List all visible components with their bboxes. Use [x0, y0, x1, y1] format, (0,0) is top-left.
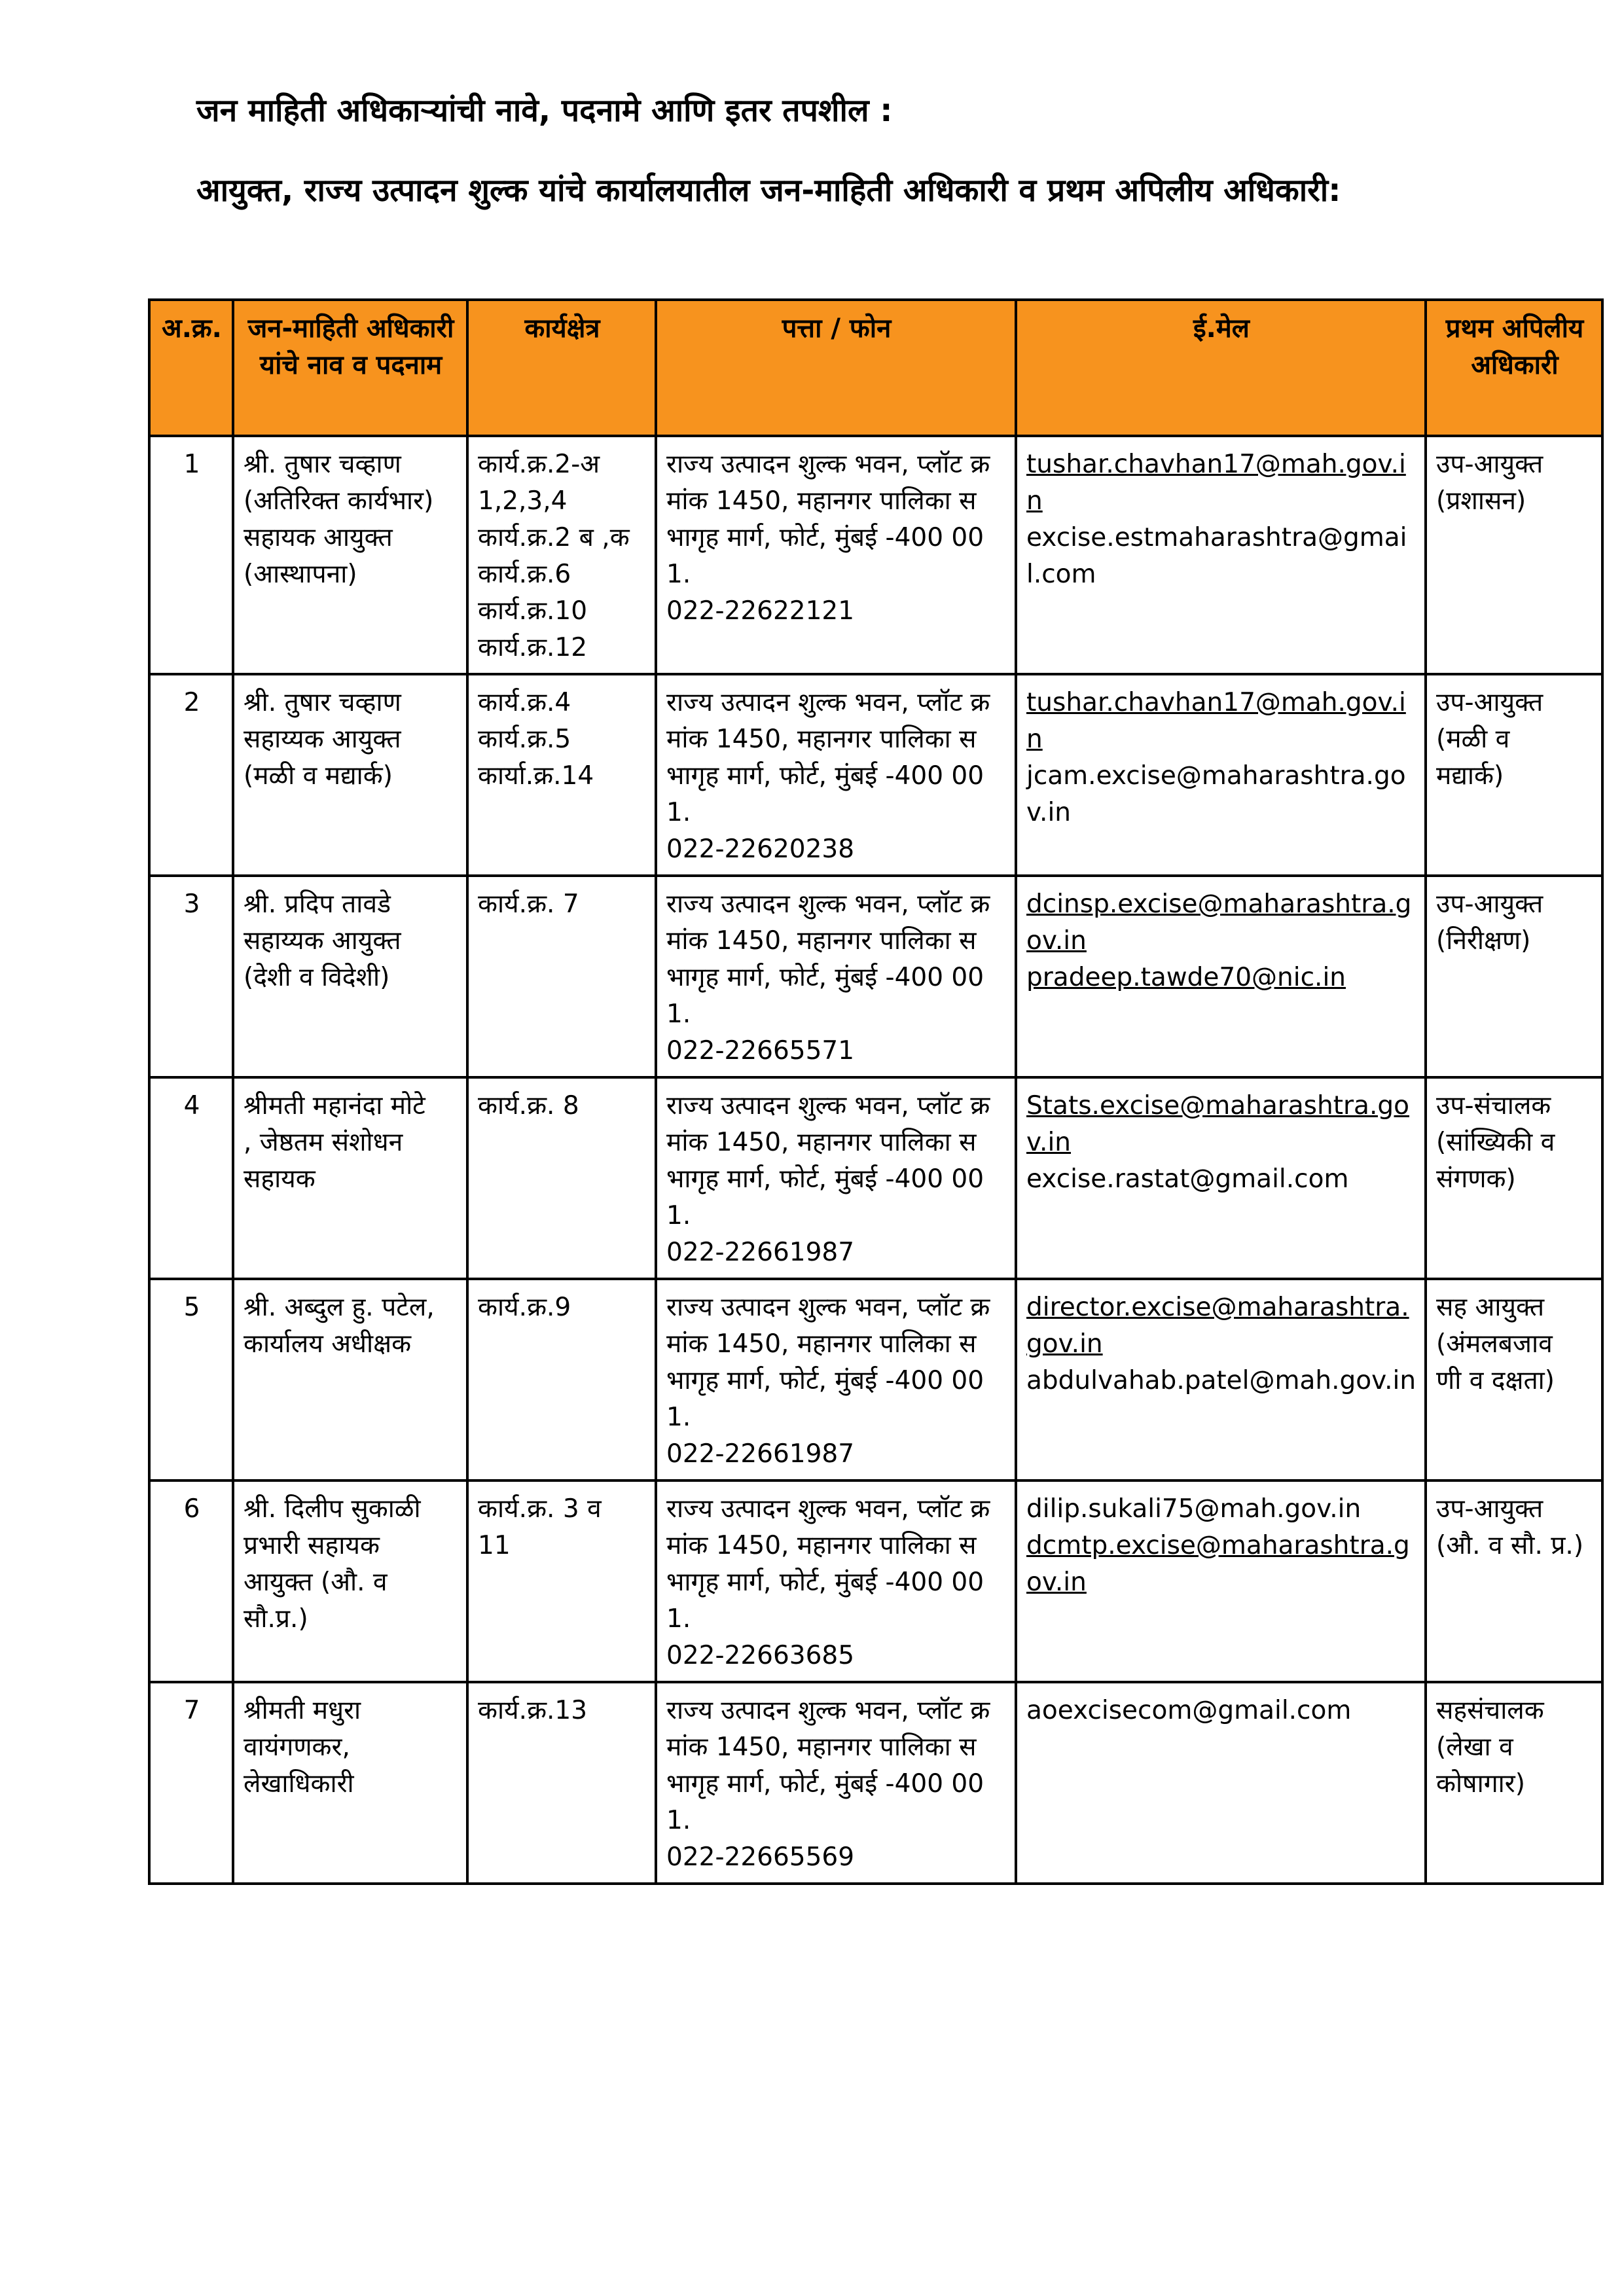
appellate-line: (लेखा व	[1436, 1732, 1513, 1762]
sr-number: 6	[183, 1494, 200, 1524]
sr-number: 1	[183, 450, 200, 479]
email-cell	[1016, 1077, 1426, 1279]
sr-cell	[149, 1077, 233, 1279]
jurisdiction-line: कार्या.क्र.14	[478, 761, 594, 791]
appellate-cell	[1426, 1279, 1602, 1480]
sr-number: 2	[183, 688, 200, 717]
jurisdiction-line: 11	[478, 1531, 511, 1560]
header-officer: जन-माहिती अधिकारी यांचे नाव व पदनाम	[233, 300, 467, 436]
email-cell	[1016, 1480, 1426, 1682]
sr-cell	[149, 876, 233, 1077]
sr-number: 3	[183, 889, 200, 919]
header-appellate: प्रथम अपिलीय अधिकारी	[1426, 300, 1602, 436]
address-cell	[656, 674, 1016, 876]
address-cell	[656, 1279, 1016, 1480]
address-text: राज्य उत्पादन शुल्क भवन, प्लॉट क्रमांक 1450, महानगर पालिका सभागृह मार्ग, फोर्ट, मुंबई -400 001.	[666, 688, 990, 827]
jurisdiction-line: कार्य.क्र.12	[478, 633, 588, 662]
jurisdiction-cell	[467, 436, 656, 674]
address-cell	[656, 1682, 1016, 1884]
officer-line: (आस्थापना)	[244, 560, 357, 589]
appellate-line: उप-आयुक्त	[1436, 688, 1543, 717]
jurisdiction-line: कार्य.क्र.10	[478, 596, 588, 626]
officer-line: श्री. तुषार चव्हाण	[244, 450, 401, 479]
table-row	[149, 436, 1602, 674]
email-address: abdulvahab.patel@mah.gov.in	[1026, 1366, 1416, 1395]
phone-number: 022-22665569	[666, 1842, 855, 1872]
officer-cell	[233, 1480, 467, 1682]
jurisdiction-cell	[467, 1682, 656, 1884]
officer-line: श्री. प्रदिप तावडे	[244, 889, 391, 919]
officer-line: वायंगणकर,	[244, 1732, 350, 1762]
officer-line: कार्यालय अधीक्षक	[244, 1329, 412, 1359]
email-address: Stats.excise@maharashtra.gov.in	[1026, 1091, 1409, 1157]
officer-cell	[233, 674, 467, 876]
officer-line: (मळी व मद्यार्क)	[244, 761, 393, 791]
email-cell	[1016, 436, 1426, 674]
sr-cell	[149, 1480, 233, 1682]
jurisdiction-line: कार्य.क्र.6	[478, 560, 571, 589]
appellate-cell	[1426, 1682, 1602, 1884]
address-cell	[656, 1480, 1016, 1682]
officer-line: श्रीमती मधुरा	[244, 1696, 361, 1725]
address-text: राज्य उत्पादन शुल्क भवन, प्लॉट क्रमांक 1450, महानगर पालिका सभागृह मार्ग, फोर्ट, मुंबई -400 001.	[666, 1494, 990, 1634]
table-row	[149, 1077, 1602, 1279]
jurisdiction-cell	[467, 674, 656, 876]
header-sr: अ.क्र.	[149, 300, 233, 436]
phone-number: 022-22622121	[666, 596, 855, 626]
table-body	[149, 436, 1602, 1884]
officer-line: (देशी व विदेशी)	[244, 963, 390, 992]
phone-number: 022-22663685	[666, 1641, 855, 1670]
jurisdiction-line: 1,2,3,4	[478, 486, 568, 516]
appellate-line: (मळी व	[1436, 725, 1510, 754]
appellate-line: उप-संचालक	[1436, 1091, 1551, 1121]
address-text: राज्य उत्पादन शुल्क भवन, प्लॉट क्रमांक 1450, महानगर पालिका सभागृह मार्ग, फोर्ट, मुंबई -400 001.	[666, 450, 990, 589]
table-row	[149, 1682, 1602, 1884]
page-heading: जन माहिती अधिकाऱ्यांची नावे, पदनामे आणि इतर तपशील :	[196, 92, 893, 129]
phone-number: 022-22620238	[666, 834, 855, 864]
appellate-line: (प्रशासन)	[1436, 486, 1526, 516]
email-address: pradeep.tawde70@nic.in	[1026, 963, 1346, 992]
header-email: ई.मेल	[1016, 300, 1426, 436]
appellate-line: कोषागार)	[1436, 1769, 1525, 1799]
officer-line: प्रभारी सहायक	[244, 1531, 380, 1560]
jurisdiction-line: कार्य.क्र.5	[478, 725, 571, 754]
email-address: tushar.chavhan17@mah.gov.in	[1026, 688, 1406, 754]
appellate-line: सह आयुक्त	[1436, 1293, 1545, 1322]
jurisdiction-line: कार्य.क्र.4	[478, 688, 571, 717]
officers-table	[148, 298, 1604, 1885]
officer-line: श्री. अब्दुल हु. पटेल,	[244, 1293, 435, 1322]
sr-cell	[149, 1279, 233, 1480]
officer-cell	[233, 1279, 467, 1480]
officer-line: आयुक्त (औ. व	[244, 1568, 388, 1597]
jurisdiction-cell	[467, 1480, 656, 1682]
jurisdiction-line: कार्य.क्र.13	[478, 1696, 588, 1725]
officer-line: श्रीमती महानंदा मोटे	[244, 1091, 425, 1121]
sr-number: 4	[183, 1091, 200, 1121]
phone-number: 022-22661987	[666, 1439, 855, 1469]
officer-line: लेखाधिकारी	[244, 1769, 354, 1799]
email-address: director.excise@maharashtra.gov.in	[1026, 1293, 1409, 1359]
jurisdiction-line: कार्य.क्र. 3 व	[478, 1494, 602, 1524]
table-header-row	[149, 300, 1602, 436]
appellate-line: उप-आयुक्त	[1436, 889, 1543, 919]
appellate-line: (औ. व सौ. प्र.)	[1436, 1531, 1584, 1560]
appellate-line: मद्यार्क)	[1436, 761, 1504, 791]
appellate-cell	[1426, 674, 1602, 876]
address-text: राज्य उत्पादन शुल्क भवन, प्लॉट क्रमांक 1450, महानगर पालिका सभागृह मार्ग, फोर्ट, मुंबई -400 001.	[666, 889, 990, 1029]
header-jurisdiction: कार्यक्षेत्र	[467, 300, 656, 436]
email-address: excise.rastat@gmail.com	[1026, 1164, 1349, 1194]
email-address: dilip.sukali75@mah.gov.in	[1026, 1494, 1362, 1524]
officer-line: श्री. दिलीप सुकाळी	[244, 1494, 421, 1524]
jurisdiction-line: कार्य.क्र. 8	[478, 1091, 579, 1121]
jurisdiction-cell	[467, 876, 656, 1077]
appellate-cell	[1426, 1480, 1602, 1682]
jurisdiction-line: कार्य.क्र.2-अ	[478, 450, 600, 479]
appellate-cell	[1426, 876, 1602, 1077]
appellate-line: उप-आयुक्त	[1436, 450, 1543, 479]
appellate-line: (निरीक्षण)	[1436, 926, 1531, 956]
appellate-line: संगणक)	[1436, 1164, 1516, 1194]
email-address: excise.estmaharashtra@gmail.com	[1026, 523, 1407, 589]
address-cell	[656, 436, 1016, 674]
email-cell	[1016, 876, 1426, 1077]
address-text: राज्य उत्पादन शुल्क भवन, प्लॉट क्रमांक 1450, महानगर पालिका सभागृह मार्ग, फोर्ट, मुंबई -400 001.	[666, 1091, 990, 1230]
appellate-line: उप-आयुक्त	[1436, 1494, 1543, 1524]
officer-line: श्री. तुषार चव्हाण	[244, 688, 401, 717]
jurisdiction-line: कार्य.क्र. 7	[478, 889, 579, 919]
sr-cell	[149, 1682, 233, 1884]
appellate-cell	[1426, 1077, 1602, 1279]
email-address: tushar.chavhan17@mah.gov.in	[1026, 450, 1406, 516]
officer-line: (अतिरिक्त कार्यभार)	[244, 486, 434, 516]
table-row	[149, 1480, 1602, 1682]
email-address: dcmtp.excise@maharashtra.gov.in	[1026, 1531, 1410, 1597]
officer-line: सौ.प्र.)	[244, 1604, 308, 1634]
table-row	[149, 674, 1602, 876]
appellate-line: णी व दक्षता)	[1436, 1366, 1555, 1395]
page-subheading: आयुक्त, राज्य उत्पादन शुल्क यांचे कार्यालयातील जन-माहिती अधिकारी व प्रथम अपिलीय अधिकारी:	[196, 172, 1341, 209]
address-cell	[656, 876, 1016, 1077]
sr-cell	[149, 436, 233, 674]
address-text: राज्य उत्पादन शुल्क भवन, प्लॉट क्रमांक 1450, महानगर पालिका सभागृह मार्ग, फोर्ट, मुंबई -400 001.	[666, 1696, 990, 1835]
appellate-cell	[1426, 436, 1602, 674]
email-address: dcinsp.excise@maharashtra.gov.in	[1026, 889, 1412, 956]
officer-cell	[233, 876, 467, 1077]
table-row	[149, 1279, 1602, 1480]
officer-line: सहाय्यक आयुक्त	[244, 926, 401, 956]
email-cell	[1016, 674, 1426, 876]
address-text: राज्य उत्पादन शुल्क भवन, प्लॉट क्रमांक 1450, महानगर पालिका सभागृह मार्ग, फोर्ट, मुंबई -400 001.	[666, 1293, 990, 1432]
phone-number: 022-22661987	[666, 1238, 855, 1267]
sr-number: 5	[183, 1293, 200, 1322]
table-row	[149, 876, 1602, 1077]
appellate-line: (सांख्यिकी व	[1436, 1128, 1555, 1157]
header-address: पत्ता / फोन	[656, 300, 1016, 436]
sr-number: 7	[183, 1696, 200, 1725]
jurisdiction-line: कार्य.क्र.9	[478, 1293, 571, 1322]
appellate-line: सहसंचालक	[1436, 1696, 1544, 1725]
appellate-line: (अंमलबजाव	[1436, 1329, 1553, 1359]
officer-line: , जेष्ठतम संशोधन	[244, 1128, 403, 1157]
officer-cell	[233, 1077, 467, 1279]
jurisdiction-cell	[467, 1279, 656, 1480]
phone-number: 022-22665571	[666, 1036, 855, 1066]
sr-cell	[149, 674, 233, 876]
officer-cell	[233, 1682, 467, 1884]
email-cell	[1016, 1279, 1426, 1480]
email-address: jcam.excise@maharashtra.gov.in	[1026, 761, 1406, 827]
officer-line: सहायक आयुक्त	[244, 523, 393, 552]
officer-cell	[233, 436, 467, 674]
officer-line: सहायक	[244, 1164, 316, 1194]
jurisdiction-line: कार्य.क्र.2 ब ,क	[478, 523, 630, 552]
officer-line: सहाय्यक आयुक्त	[244, 725, 401, 754]
jurisdiction-cell	[467, 1077, 656, 1279]
email-cell	[1016, 1682, 1426, 1884]
email-address: aoexcisecom@gmail.com	[1026, 1696, 1352, 1725]
address-cell	[656, 1077, 1016, 1279]
